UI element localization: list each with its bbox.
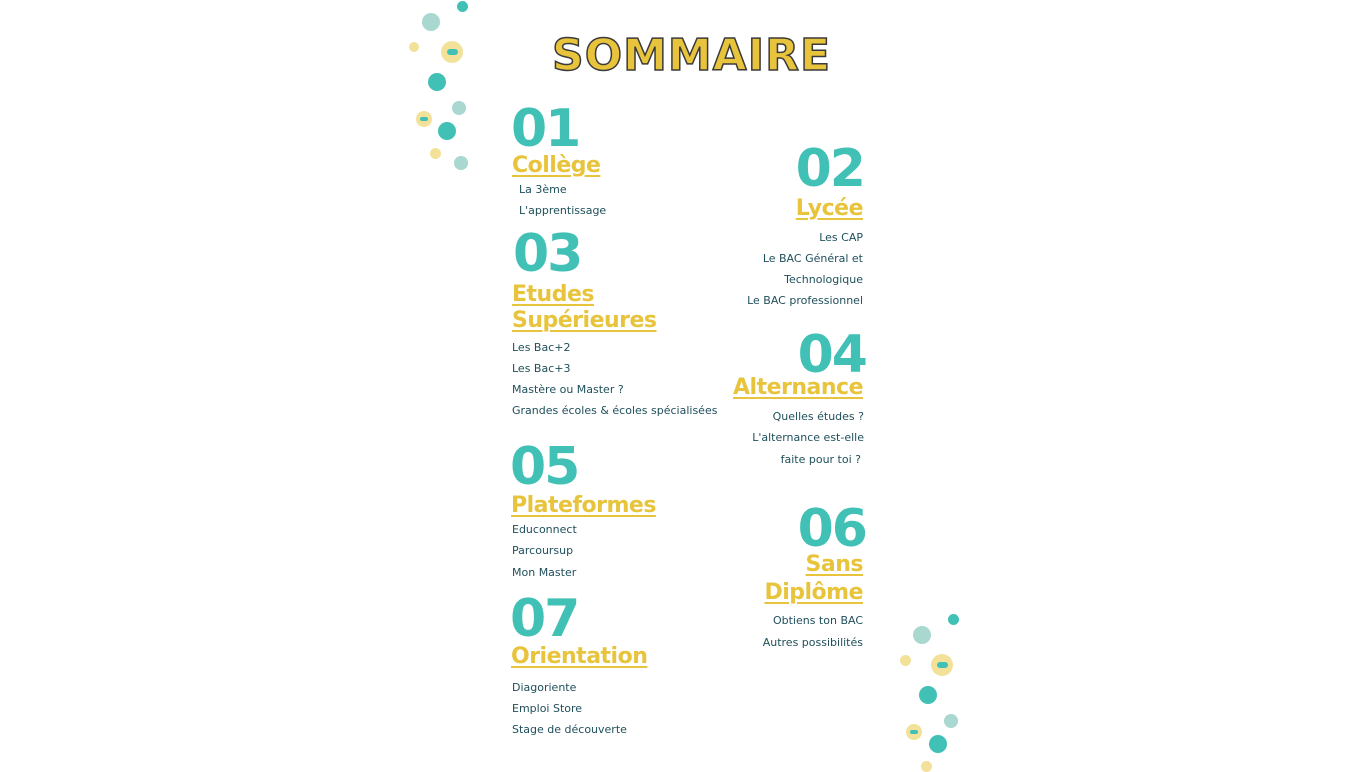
decorative-dot — [900, 655, 911, 666]
list-item[interactable]: Les Bac+2 — [512, 341, 571, 354]
section-number-03: 03 — [513, 224, 582, 284]
list-item[interactable]: Educonnect — [512, 523, 577, 536]
masked-face-icon — [931, 654, 953, 676]
section-heading-lycee[interactable]: Lycée — [795, 196, 863, 221]
list-item[interactable]: Parcoursup — [512, 544, 574, 557]
masked-face-icon — [416, 111, 432, 127]
list-item[interactable]: Les Bac+3 — [512, 362, 571, 375]
decorative-dot — [428, 73, 446, 91]
decorative-dot — [929, 735, 947, 753]
list-item[interactable]: Mastère ou Master ? — [512, 383, 624, 396]
section-number-05: 05 — [510, 437, 579, 497]
section-number-02: 02 — [795, 139, 864, 199]
section-number-07: 07 — [510, 589, 579, 649]
decorative-dot — [921, 761, 932, 772]
list-item[interactable]: Le BAC professionnel — [747, 294, 863, 307]
section-heading-etudes[interactable]: Etudes — [512, 282, 594, 307]
list-item[interactable]: Quelles études ? — [772, 410, 864, 423]
section-number-06: 06 — [797, 499, 866, 559]
decorative-dot — [948, 614, 959, 625]
list-item[interactable]: Les CAP — [819, 231, 863, 244]
decorative-dot — [452, 101, 466, 115]
list-item[interactable]: Diagoriente — [512, 681, 577, 694]
section-heading-sans[interactable]: Sans — [805, 552, 863, 577]
page-title: SOMMAIRE — [552, 30, 832, 81]
section-heading-diplome[interactable]: Diplôme — [764, 580, 863, 605]
section-heading-superieures[interactable]: Supérieures — [512, 308, 657, 333]
list-item[interactable]: Emploi Store — [512, 702, 583, 715]
masked-face-icon — [906, 724, 922, 740]
list-item[interactable]: L'apprentissage — [519, 204, 607, 217]
section-heading-college[interactable]: Collège — [512, 153, 601, 178]
decorative-dot — [438, 122, 456, 140]
list-item[interactable]: La 3ème — [519, 183, 567, 196]
masked-face-icon — [441, 41, 463, 63]
decorative-dot — [430, 148, 441, 159]
section-heading-orientation[interactable]: Orientation — [511, 644, 648, 669]
section-number-04: 04 — [797, 325, 866, 385]
decorative-dot — [422, 13, 440, 31]
decorative-dot — [457, 1, 468, 12]
decorative-dot — [454, 156, 468, 170]
decorative-dot — [409, 42, 419, 52]
section-heading-alternance[interactable]: Alternance — [733, 375, 863, 400]
list-item[interactable]: Le BAC Général et — [762, 252, 863, 265]
list-item[interactable]: Grandes écoles & écoles spécialisées — [512, 404, 718, 417]
list-item[interactable]: Technologique — [784, 273, 863, 286]
list-item[interactable]: Obtiens ton BAC — [772, 614, 863, 627]
list-item[interactable]: Stage de découverte — [512, 723, 627, 736]
section-heading-plateformes[interactable]: Plateformes — [511, 493, 656, 518]
list-item[interactable]: faite pour toi ? — [780, 453, 861, 466]
list-item[interactable]: L'alternance est-elle — [752, 431, 864, 444]
section-number-01: 01 — [511, 99, 580, 159]
list-item[interactable]: Mon Master — [512, 566, 577, 579]
decorative-dot — [919, 686, 937, 704]
list-item[interactable]: Autres possibilités — [762, 636, 863, 649]
decorative-dot — [913, 626, 931, 644]
decorative-dot — [944, 714, 958, 728]
